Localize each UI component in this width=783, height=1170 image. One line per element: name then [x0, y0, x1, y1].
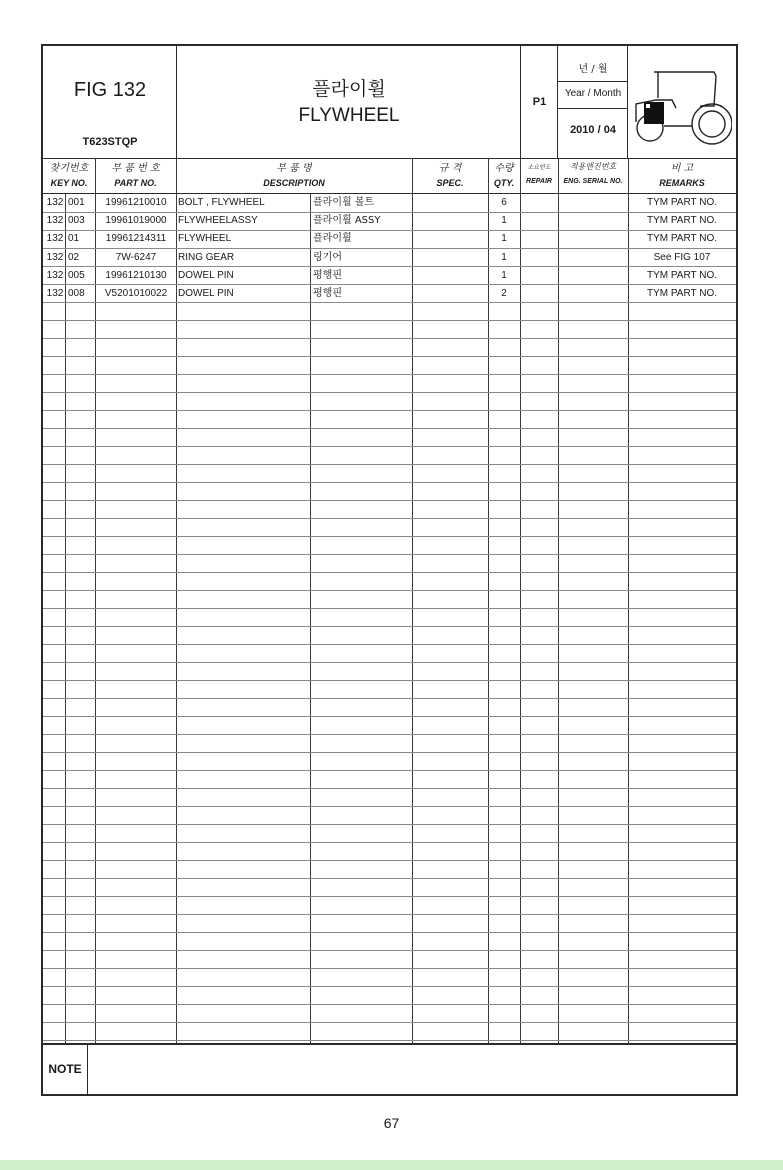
cell-qty: 1 [501, 233, 507, 244]
cell-desc-en: RING GEAR [178, 252, 235, 263]
cell-key: 01 [68, 233, 80, 244]
column-divider [558, 158, 559, 1043]
row-divider [43, 680, 736, 681]
row-divider [43, 806, 736, 807]
row-divider [43, 770, 736, 771]
cell-fig: 132 [46, 233, 64, 244]
cell-desc-en: BOLT , FLYWHEEL [178, 197, 265, 208]
column-divider [95, 158, 96, 1043]
row-divider [43, 320, 736, 321]
row-divider [43, 428, 736, 429]
column-divider [310, 194, 311, 1043]
cell-desc-ko: 평행핀 [313, 288, 342, 299]
cell-remarks: See FIG 107 [653, 252, 711, 263]
cell-qty: 2 [501, 288, 507, 299]
cell-desc-ko: 플라이휠 [313, 233, 352, 244]
page-label: P1 [532, 96, 547, 108]
row-divider [43, 572, 736, 573]
cell-desc-ko: 링기어 [313, 252, 342, 263]
cell-desc-en: DOWEL PIN [178, 288, 234, 299]
row-divider [43, 500, 736, 501]
row-divider [43, 734, 736, 735]
parts-table [43, 158, 736, 1043]
column-header-en: ENG. SERIAL NO. [563, 178, 623, 185]
cell-key: 005 [68, 270, 85, 281]
row-divider [43, 518, 736, 519]
cell-fig: 132 [46, 215, 64, 226]
row-divider [43, 842, 736, 843]
tractor-icon [632, 62, 732, 148]
column-header-description [176, 158, 412, 194]
cell-fig: 132 [46, 252, 64, 263]
column-header-en: SPEC. [436, 178, 464, 188]
row-divider [43, 950, 736, 951]
column-header-en: KEY NO. [50, 178, 88, 188]
column-header-key [43, 158, 95, 194]
cell-desc-ko: 평행핀 [313, 270, 342, 281]
column-divider [65, 194, 66, 1043]
sheet-header [43, 46, 736, 158]
cell-remarks: TYM PART NO. [646, 233, 717, 244]
cell-fig: 132 [46, 288, 64, 299]
cell-key: 008 [68, 288, 85, 299]
cell-fig: 132 [46, 197, 64, 208]
row-divider [43, 914, 736, 915]
cell-qty: 1 [501, 215, 507, 226]
row-divider [43, 392, 736, 393]
note-box [43, 1043, 736, 1094]
cell-key: 001 [68, 197, 85, 208]
title-english: FLYWHEEL [298, 105, 400, 126]
column-divider [412, 158, 413, 1043]
illustration-cell [628, 46, 736, 158]
row-divider [43, 356, 736, 357]
row-divider [43, 554, 736, 555]
row-divider [43, 860, 736, 861]
row-divider [43, 1004, 736, 1005]
cell-key: 02 [68, 252, 80, 263]
cell-desc-en: FLYWHEELASSY [178, 215, 258, 226]
column-divider [520, 158, 521, 1043]
cell-desc-en: DOWEL PIN [178, 270, 234, 281]
row-divider [43, 1022, 736, 1023]
row-divider [43, 968, 736, 969]
cell-part: 19961214311 [105, 233, 167, 244]
column-divider [628, 158, 629, 1043]
date-value: 2010 / 04 [570, 124, 616, 136]
row-divider [43, 698, 736, 699]
date-label-korean: 년 / 월 [578, 64, 608, 75]
date-label-english: Year / Month [564, 88, 622, 99]
row-divider [43, 464, 736, 465]
page-number: 67 [383, 1115, 400, 1131]
row-divider [43, 878, 736, 879]
column-header-part [95, 158, 176, 194]
column-header-ko: 비 고 [670, 163, 694, 174]
date-cell [558, 46, 628, 158]
row-divider [43, 824, 736, 825]
column-header-ko: 규 격 [438, 163, 462, 174]
cell-remarks: TYM PART NO. [646, 197, 717, 208]
cell-desc-ko: 플라이휠 볼트 [313, 197, 375, 208]
row-divider [43, 608, 736, 609]
row-divider [43, 482, 736, 483]
cell-remarks: TYM PART NO. [646, 288, 717, 299]
page-cell [521, 46, 558, 158]
cell-part: 19961019000 [105, 215, 167, 226]
row-divider [43, 536, 736, 537]
cell-qty: 1 [501, 270, 507, 281]
cell-remarks: TYM PART NO. [646, 215, 717, 226]
fig-cell [43, 46, 177, 158]
note-label: NOTE [43, 1045, 88, 1094]
row-divider [43, 788, 736, 789]
column-header-en: REMARKS [659, 178, 705, 188]
row-divider [43, 590, 736, 591]
cell-desc-ko: 플라이휠 ASSY [313, 215, 381, 226]
column-header-engine-serial [558, 158, 628, 194]
title-cell [177, 46, 521, 158]
title-korean: 플라이휠 [312, 78, 386, 100]
column-header-en: PART NO. [114, 178, 157, 188]
row-divider [43, 626, 736, 627]
column-divider [176, 158, 177, 1043]
bottom-strip [0, 1160, 783, 1170]
row-divider [43, 446, 736, 447]
row-divider [43, 1040, 736, 1041]
model-number: T623STQP [82, 136, 138, 148]
column-header-en: DESCRIPTION [263, 178, 325, 188]
row-divider [43, 644, 736, 645]
cell-qty: 6 [501, 197, 507, 208]
column-header-en: QTY. [493, 178, 515, 188]
row-divider [43, 716, 736, 717]
cell-part: 7W-6247 [115, 252, 157, 263]
column-header-ko: 적용엔진번호 [569, 162, 617, 171]
cell-part: 19961210130 [105, 270, 167, 281]
column-header-ko: 부 품 명 [276, 163, 312, 174]
cell-desc-en: FLYWHEEL [178, 233, 232, 244]
column-header-ko: 찾기번호 [49, 163, 89, 174]
date-divider [558, 108, 628, 109]
date-divider [558, 81, 628, 82]
figure-number: FIG 132 [73, 79, 147, 101]
cell-qty: 1 [501, 252, 507, 263]
cell-remarks: TYM PART NO. [646, 270, 717, 281]
row-divider [43, 932, 736, 933]
cell-fig: 132 [46, 270, 64, 281]
column-header-ko: 소요빈도 [527, 164, 551, 171]
cell-part: 19961210010 [105, 197, 167, 208]
column-header-ko: 수량 [494, 163, 514, 174]
cell-key: 003 [68, 215, 85, 226]
row-divider [43, 662, 736, 663]
column-header-ko: 부 품 번 호 [111, 163, 160, 174]
parts-sheet [41, 44, 738, 1096]
column-header-en: REPAIR [526, 178, 552, 185]
column-header-qty [488, 158, 520, 194]
column-header-remarks [628, 158, 736, 194]
cell-part: V5201010022 [104, 288, 168, 299]
row-divider [43, 374, 736, 375]
row-divider [43, 410, 736, 411]
row-divider [43, 752, 736, 753]
row-divider [43, 896, 736, 897]
column-header-repair [520, 158, 558, 194]
row-divider [43, 986, 736, 987]
column-header-spec [412, 158, 488, 194]
row-divider [43, 338, 736, 339]
